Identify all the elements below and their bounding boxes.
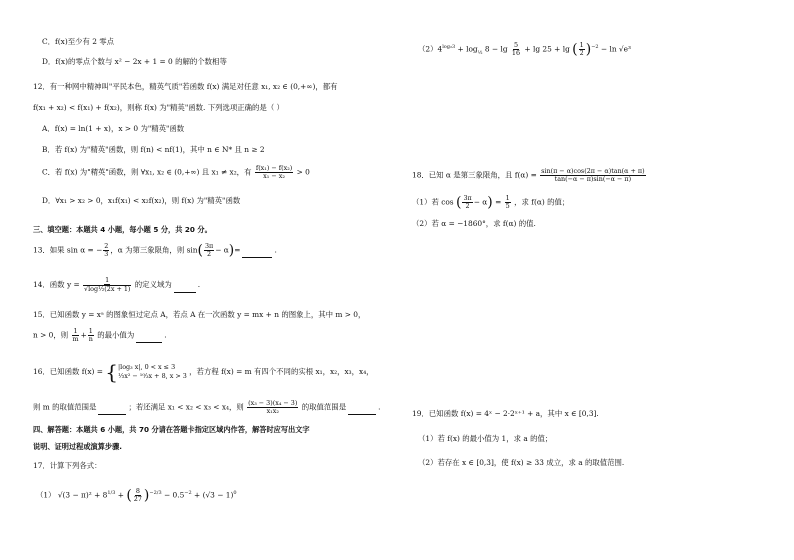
q15-text-start: n > 0，则	[33, 330, 69, 340]
fraction-denominator: x₁x₂	[266, 407, 279, 415]
fraction-numerator: 5	[513, 41, 519, 49]
exponent: −2	[591, 44, 599, 51]
answer-blank[interactable]	[174, 284, 196, 293]
q16-line2-mid: ；若还满足 x₁ < x₂ < x₃ < x₄，则	[128, 402, 244, 412]
q12-stem-line2: f(x₁ + x₂) < f(x₁) + f(x₂)，则称 f(x) 为"精英"函数. 下列选项正确的是（ ）	[33, 103, 284, 112]
option-c-previous: C．f(x)至少有 2 零点	[42, 37, 115, 46]
q14: 14．函数 y = $\frac{1}{\text{√log½(2x + 1)}}$ 的定义域为 .	[33, 276, 201, 293]
piecewise-function: { |log₃ x|, 0 < x ≤ 3 ⅓x² − ¹⁰⁄₃x + 8, x > 3	[105, 360, 187, 384]
fraction-denominator: n	[88, 335, 93, 343]
q13-equals: =	[234, 245, 241, 255]
q18-1-text-start: （1）若 cos	[412, 197, 454, 207]
q16-line2-start: 则 m 的取值范围是	[33, 402, 97, 412]
exponent: −2/3	[149, 490, 162, 497]
fraction-denominator: x₁ − x₂	[263, 172, 285, 180]
q18-part-2: （2）若 α = −1860°，求 f(α) 的值.	[412, 219, 536, 228]
q17-1-term-d: + (√3 − 1)	[194, 490, 234, 500]
fraction-denominator: 16	[511, 49, 521, 57]
section-3-heading: 三、填空题：本题共 4 小题，每小题 5 分，共 20 分。	[33, 225, 212, 234]
q15-fraction-m	[72, 328, 80, 343]
q18-text-start: 18．已知 α 是第三象限角，且 f(α) =	[412, 170, 537, 180]
fraction-numerator: 1	[505, 194, 510, 202]
q12-option-b: B．若 f(x) 为"精英"函数，则 f(n) < nf(1)，其中 n ∈ N* 且 n ≥ 2	[42, 145, 265, 154]
radicand: log½(2x + 1)	[88, 285, 131, 293]
q16-text-start: 16．已知函数 f(x) =	[33, 367, 103, 376]
q12-option-c-text: C．若 f(x) 为"精英"函数，则 ∀x₁, x₂ ∈ (0,+∞) 且 x₁ ≠ x₂，有	[42, 167, 252, 177]
fraction-numerator: f(x₁) − f(x₂)	[255, 164, 293, 172]
q13-angle-tail: − α	[215, 245, 229, 255]
q13-text-mid: ，α 为第三象限角，则 sin	[110, 245, 198, 255]
fraction-numerator: 1	[73, 327, 78, 335]
q17-1-plus: +	[117, 490, 124, 500]
q12-stem-line1: 12．有一种网中精神叫"平民本色，精英气质"若函数 f(x) 满足对任意 x₁, x₂ ∈ (0,+∞)，都有	[33, 82, 338, 91]
exponent: 1/3	[107, 490, 116, 497]
q14-text-start: 14．函数	[33, 280, 65, 289]
fraction-denominator: 3	[104, 250, 109, 258]
q14-fraction	[83, 277, 131, 293]
q12-option-c-end: > 0	[296, 167, 310, 177]
q17-2-term-b: 8 − lg	[484, 44, 508, 54]
q19-stem: 19．已知函数 f(x) = 4ˣ − 2·2ˣ⁺¹ + a，其中 x ∈ [0,3].	[412, 409, 599, 418]
q18-fraction	[540, 168, 645, 183]
q17-part-1: （1） $√(3 - \pi)^2 + 8^{1/3}$ + ( $\frac{8}{27}$ )$^{-2/3} - 0.5^{-2} + (√3 - 1)^0$	[36, 487, 237, 504]
q12-option-c	[42, 165, 310, 180]
q17-1-label: （1）	[36, 490, 56, 500]
q17-2-term-c: + lg 25 + lg	[524, 44, 570, 54]
q17-2-fraction	[511, 42, 521, 57]
q15-text-end: 的最小值为	[97, 330, 135, 340]
q17-1-term-a: + 8	[94, 490, 108, 500]
q15-fraction-n	[88, 328, 94, 343]
piecewise-case-2: ⅓x² − ¹⁰⁄₃x + 8, x > 3	[118, 372, 187, 380]
q16-line1	[33, 362, 374, 382]
q16-text-end: ，若方程 f(x) = m 有四个不同的实根 x₁，x₂，x₃，x₄，	[189, 367, 374, 376]
q15-line1: 15．已知函数 y = xᵃ 的图象恒过定点 A，若点 A 在一次函数 y = mx + n 的图象上，其中 m > 0，	[33, 310, 366, 319]
q17-2-paren-fraction	[579, 42, 585, 57]
q17-part-2: $(2)4^{log_23} + \log_{\frac{1}{2}} 8 - \lg$ $\frac{5}{16}$ + lg 25 + lg ( $\frac{1}{2}$ )$^{-2}$ − ln √e³	[418, 41, 631, 58]
q15-line2: n > 0，则 $\frac{1}{m}$ + $\frac{1}{n}$ 的最小值为 .	[33, 327, 167, 343]
q16-line2: 则 m 的取值范围是 ；若还满足 x₁ < x₂ < x₃ < x₄，则 $\frac{\text{(x₃ − 3)(x₄ − 3)}}{\text{x₁x₂}}$ 的取值范围是 .	[33, 399, 381, 415]
fraction-denominator: m	[72, 335, 79, 343]
fraction-numerator: sin(π − α)cos(2π − α)tan(α + π)	[541, 167, 645, 175]
fraction-numerator: 1	[579, 41, 584, 49]
fraction-numerator: 2	[104, 242, 109, 250]
fraction-denominator: 5	[505, 202, 510, 210]
section-4-heading-line2: 说明、证明过程或演算步骤.	[33, 442, 122, 451]
q19-part-2: （2）若存在 x ∈ [0,3]，使 f(x) ≥ 33 成立，求 a 的取值范围.	[418, 458, 625, 467]
q14-function-lhs: y =	[66, 280, 80, 289]
fraction-denominator: tan(−α − π)sin(−α − π)	[554, 175, 632, 183]
q12-option-a: A．f(x) = ln(1 + x)，x > 0 为"精英"函数	[42, 124, 185, 133]
q17-1-root: √(3 − π)²	[57, 490, 92, 500]
q16-line2-end: 的取值范围是	[301, 402, 347, 412]
q17-2-label: （2）4	[418, 44, 443, 54]
fraction-numerator: 3π	[204, 242, 214, 250]
answer-blank[interactable]	[98, 406, 126, 415]
fraction-numerator: 1	[88, 327, 93, 335]
q12-option-d: D．∀x₁ > x₂ > 0，x₁f(x₁) < x₂f(x₂)，则 f(x) 为"精英"函数	[42, 196, 241, 205]
fraction-denominator: 27	[133, 495, 142, 503]
q14-text-end: 的定义域为	[134, 280, 172, 289]
q12-option-c-fraction	[255, 165, 293, 180]
fraction-numerator: 1	[105, 276, 110, 284]
q17-stem: 17．计算下列各式：	[33, 461, 102, 470]
fraction-denominator: 2	[465, 202, 470, 210]
q17-2-log: + log	[457, 44, 478, 54]
answer-blank[interactable]	[136, 334, 162, 343]
exponent: 0	[233, 490, 237, 497]
fraction-numerator: (x₃ − 3)(x₄ − 3)	[248, 399, 298, 407]
exponent: −2	[184, 490, 192, 497]
option-d-previous: D．f(x)的零点个数与 x² − 2x + 1 = 0 的解的个数相等	[42, 57, 227, 66]
fraction-numerator: 3π	[463, 194, 472, 202]
q13-fraction	[103, 243, 109, 258]
q18-1-value-fraction	[505, 195, 511, 210]
log-base: ½	[477, 49, 483, 56]
section-4-heading-line1: 四、解答题：本题共 6 小题，共 70 分请在答题卡指定区域内作答，解答时应写出文字	[33, 425, 310, 434]
q18-stem	[412, 168, 647, 183]
q17-1-term-c: − 0.5	[164, 490, 185, 500]
fraction-denominator: 2	[579, 49, 584, 57]
fraction-denominator: √log½(2x + 1)	[84, 285, 131, 293]
q18-1-text-end: ，求 f(α) 的值；	[514, 197, 570, 207]
piecewise-case-1: |log₃ x|, 0 < x ≤ 3	[118, 363, 176, 371]
q16-fraction	[247, 400, 298, 415]
answer-blank[interactable]	[348, 406, 376, 415]
q18-1-angle-tail: − α	[473, 197, 488, 207]
q18-1-angle-fraction	[462, 195, 472, 210]
plus-sign: +	[80, 330, 87, 340]
fraction-numerator: 8	[135, 487, 140, 495]
q17-2-term-d: − ln √e³	[600, 44, 631, 54]
q19-part-1: （1）若 f(x) 的最小值为 1，求 a 的值；	[418, 434, 553, 443]
q18-part-1: （1）若 cos ( $\frac{3\pi}{2}$ − α) = $\frac{1}{5}$ ，求 f(α) 的值；	[412, 194, 570, 211]
q13-angle-fraction	[204, 243, 214, 258]
q13: 13．如果 sin α = − $\frac{2}{3}$ ，α 为第三象限角，则 sin( $\frac{3\pi}{2}$ − α)= .	[33, 242, 277, 259]
q18-1-equals: =	[495, 197, 502, 207]
answer-blank[interactable]	[242, 249, 272, 258]
q13-text-start: 13．如果 sin α = −	[33, 245, 103, 255]
q17-1-fraction	[133, 488, 143, 503]
fraction-denominator: 2	[207, 250, 212, 258]
exponent: log₂3	[442, 44, 456, 51]
